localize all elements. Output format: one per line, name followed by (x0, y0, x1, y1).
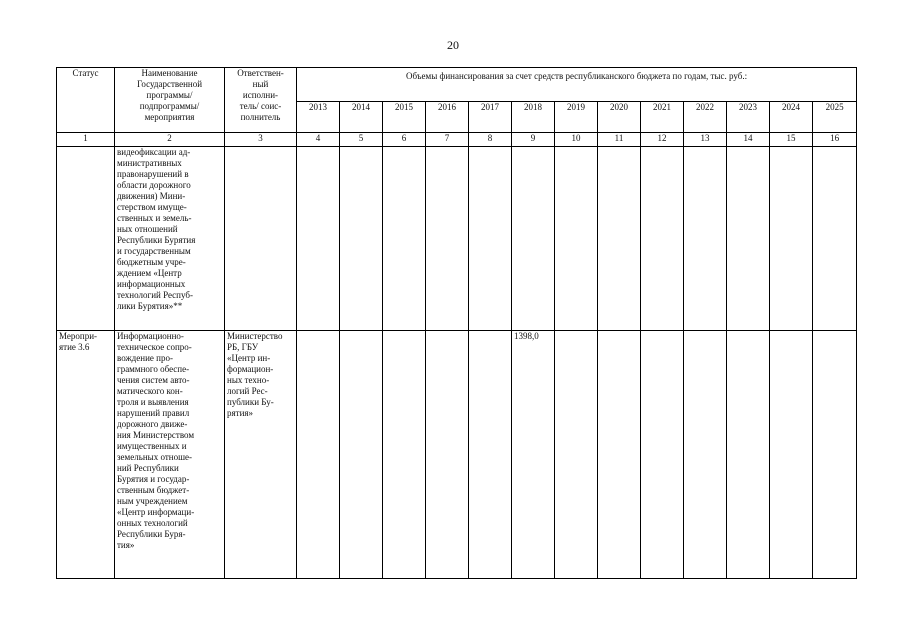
row-responsible: Министерство РБ, ГБУ «Центр ин- формацион- ных техно- логий Рес- публики Бу- рятия» (225, 331, 297, 579)
value-cell (383, 147, 426, 331)
page-number: 20 (447, 38, 459, 52)
header-name: Наименование Государственной программы/ подпрограммы/ мероприятия (115, 68, 225, 133)
value-cell (813, 147, 857, 331)
value-cell (340, 331, 383, 579)
value-cell (684, 331, 727, 579)
value-cell (297, 331, 340, 579)
year-2024: 2024 (770, 102, 813, 133)
value-cell (641, 331, 684, 579)
row-name: видеофиксации ад- министративных правонарушений в области дорожного движения) Мини- стерством имуще- ственных и земель- ных отношений Республики Бурятия и государственным бюджетным учре- ждением «Центр информационных технологий Респуб- лики Бурятия»** (115, 147, 225, 331)
value-cell: 1398,0 (512, 331, 555, 579)
value-cell (813, 331, 857, 579)
row-status (57, 147, 115, 331)
column-number: 6 (383, 133, 426, 147)
value-cell (469, 147, 512, 331)
value-cell (727, 147, 770, 331)
year-2023: 2023 (727, 102, 770, 133)
column-number: 14 (727, 133, 770, 147)
year-2022: 2022 (684, 102, 727, 133)
column-number: 16 (813, 133, 857, 147)
value-cell (555, 147, 598, 331)
column-number: 8 (469, 133, 512, 147)
column-number: 7 (426, 133, 469, 147)
row-name: Информационно- техническое сопро- вождение про- граммного обеспе- чения систем авто- матического кон- троля и выявления нарушений правил дорожного движе- ния Министерством имущественных и земельных отноше- ний Республики Бурятия и государ- ственным бюджет- ным учреждением «Центр информаци- онных технологий Республики Буря- тия» (115, 331, 225, 579)
column-number: 2 (115, 133, 225, 147)
year-2018: 2018 (512, 102, 555, 133)
value-cell (426, 147, 469, 331)
header-responsible: Ответствен- ный исполни- тель/ соис- полнитель (225, 68, 297, 133)
value-cell (684, 147, 727, 331)
column-number: 11 (598, 133, 641, 147)
year-2020: 2020 (598, 102, 641, 133)
budget-table (56, 67, 857, 579)
table-row (57, 147, 857, 331)
column-number: 12 (641, 133, 684, 147)
year-2021: 2021 (641, 102, 684, 133)
year-2014: 2014 (340, 102, 383, 133)
header-status: Статус (57, 68, 115, 133)
column-number: 5 (340, 133, 383, 147)
year-2015: 2015 (383, 102, 426, 133)
row-responsible (225, 147, 297, 331)
column-number: 15 (770, 133, 813, 147)
column-number: 13 (684, 133, 727, 147)
column-number: 10 (555, 133, 598, 147)
column-number: 4 (297, 133, 340, 147)
value-cell (426, 331, 469, 579)
column-number: 9 (512, 133, 555, 147)
value-cell (512, 147, 555, 331)
year-2017: 2017 (469, 102, 512, 133)
row-status: Меропри- ятие 3.6 (57, 331, 115, 579)
value-cell (598, 331, 641, 579)
year-2019: 2019 (555, 102, 598, 133)
table-row (57, 331, 857, 579)
column-numbers-row (57, 133, 857, 147)
value-cell (383, 331, 426, 579)
value-cell (598, 147, 641, 331)
value-cell (641, 147, 684, 331)
value-cell (770, 331, 813, 579)
value-cell (555, 331, 598, 579)
header-financing: Объемы финансирования за счет средств республиканского бюджета по годам, тыс. руб.: (297, 68, 857, 102)
column-number: 3 (225, 133, 297, 147)
value-cell (469, 331, 512, 579)
value-cell (770, 147, 813, 331)
column-number: 1 (57, 133, 115, 147)
year-2013: 2013 (297, 102, 340, 133)
value-cell (297, 147, 340, 331)
year-2025: 2025 (813, 102, 857, 133)
value-cell (727, 331, 770, 579)
value-cell (340, 147, 383, 331)
year-2016: 2016 (426, 102, 469, 133)
